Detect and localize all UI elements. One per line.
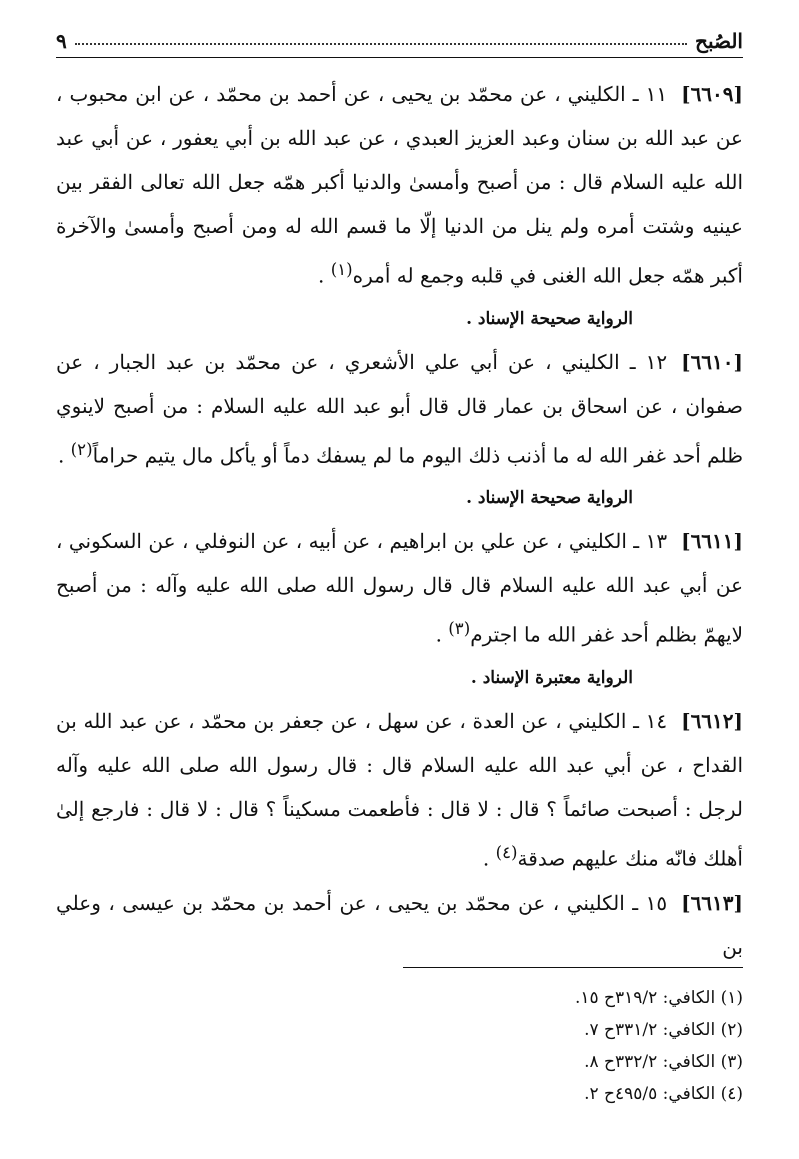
footnote-ref: (١) — [330, 260, 353, 279]
entry-text: ١١ ـ الكليني ، عن محمّد بن يحيى ، عن أحمد بن محمّد ، عن ابن محبوب ، عن عبد الله بن سنان وعبد العزيز العبدي ، عن عبد الله بن أبي يعفور ، عن أبي عبد الله عليه السلام قال : من أصبح وأمسىٰ والدنيا أكبر همّه جعل الله تعالى الفقر بين عينيه وشتت أمره ولم ينل من الدنيا إلّا ما قسم الله له ومن أصبح وأمسىٰ والآخرة أكبر همّه جعل الله الغنى في قلبه وجمع له أمره — [56, 82, 743, 288]
header-dot-leader — [75, 43, 687, 45]
footnote: (٤) الكافي: ٤٩٥/٥ح ٢. — [584, 1084, 743, 1104]
hadith-entry — [56, 699, 743, 881]
chain-grading: الرواية صحيحة الإسناد . — [466, 308, 633, 329]
entry-number: [٦٦١٣] — [681, 890, 743, 915]
page-body — [56, 72, 743, 969]
hadith-entry — [56, 519, 743, 657]
entry-text: ١٣ ـ الكليني ، عن علي بن ابراهيم ، عن أبيه ، عن النوفلي ، عن السكوني ، عن أبي عبد الله عليه السلام قال قال رسول الله صلى الله عليه وآله : من أصبح لايهمّ بظلم أحد غفر الله ما اجترم — [56, 529, 743, 647]
footnote-divider — [403, 967, 743, 968]
entry-end: . — [317, 263, 331, 288]
page-header — [56, 18, 743, 58]
entry-text: ١٢ ـ الكليني ، عن أبي علي الأشعري ، عن محمّد بن عبد الجبار ، عن صفوان ، عن اسحاق بن عمار قال قال أبو عبد الله عليه السلام : من أصبح لاينوي ظلم أحد غفر الله له ما أذنب ذلك اليوم ما لم يسفك دماً أو يأكل مال يتيم حراماً — [56, 349, 743, 468]
hadith-entry — [56, 340, 743, 478]
footnote: (٢) الكافي: ٣٣١/٢ح ٧. — [584, 1020, 743, 1040]
chain-grading: الرواية صحيحة الإسناد . — [466, 488, 633, 509]
footnote: (١) الكافي: ٣١٩/٢ح ١٥. — [574, 988, 743, 1008]
page-number: ٩ — [56, 29, 67, 53]
chain-grading: الرواية معتبرة الإسناد . — [470, 667, 633, 688]
footnote-ref: (٣) — [448, 619, 471, 639]
entry-number: [٦٦١٠] — [681, 349, 743, 374]
footnotes — [56, 982, 743, 1110]
hadith-entry — [56, 881, 743, 969]
entry-text: ١٤ ـ الكليني ، عن العدة ، عن سهل ، عن جعفر بن محمّد ، عن عبد الله بن القداح ، عن أبي عبد الله عليه السلام قال : قال رسول الله صلى الله عليه وآله لرجل : أصبحت صائماً ؟ قال : لا قال : فأطعمت مسكيناً ؟ قال : لا قال : فارجع إلىٰ أهلك فانّه منك عليهم صدقة — [56, 708, 743, 871]
running-title: الصُبح — [695, 29, 743, 53]
entry-end: . — [435, 622, 449, 647]
entry-number: [٦٦١١] — [681, 529, 743, 554]
entry-number: [٦٦٠٩] — [681, 82, 743, 106]
footnote-ref: (٤) — [495, 842, 518, 862]
hadith-entry — [56, 72, 743, 298]
entry-end: . — [57, 443, 71, 468]
entry-number: [٦٦١٢] — [681, 708, 743, 733]
footnote-ref: (٢) — [70, 439, 93, 459]
footnote: (٣) الكافي: ٣٣٢/٢ح ٨. — [584, 1052, 743, 1072]
entry-end: . — [482, 846, 496, 871]
entry-text: ١٥ ـ الكليني ، عن محمّد بن يحيى ، عن أحمد بن محمّد بن عيسى ، وعلي بن — [56, 890, 743, 959]
